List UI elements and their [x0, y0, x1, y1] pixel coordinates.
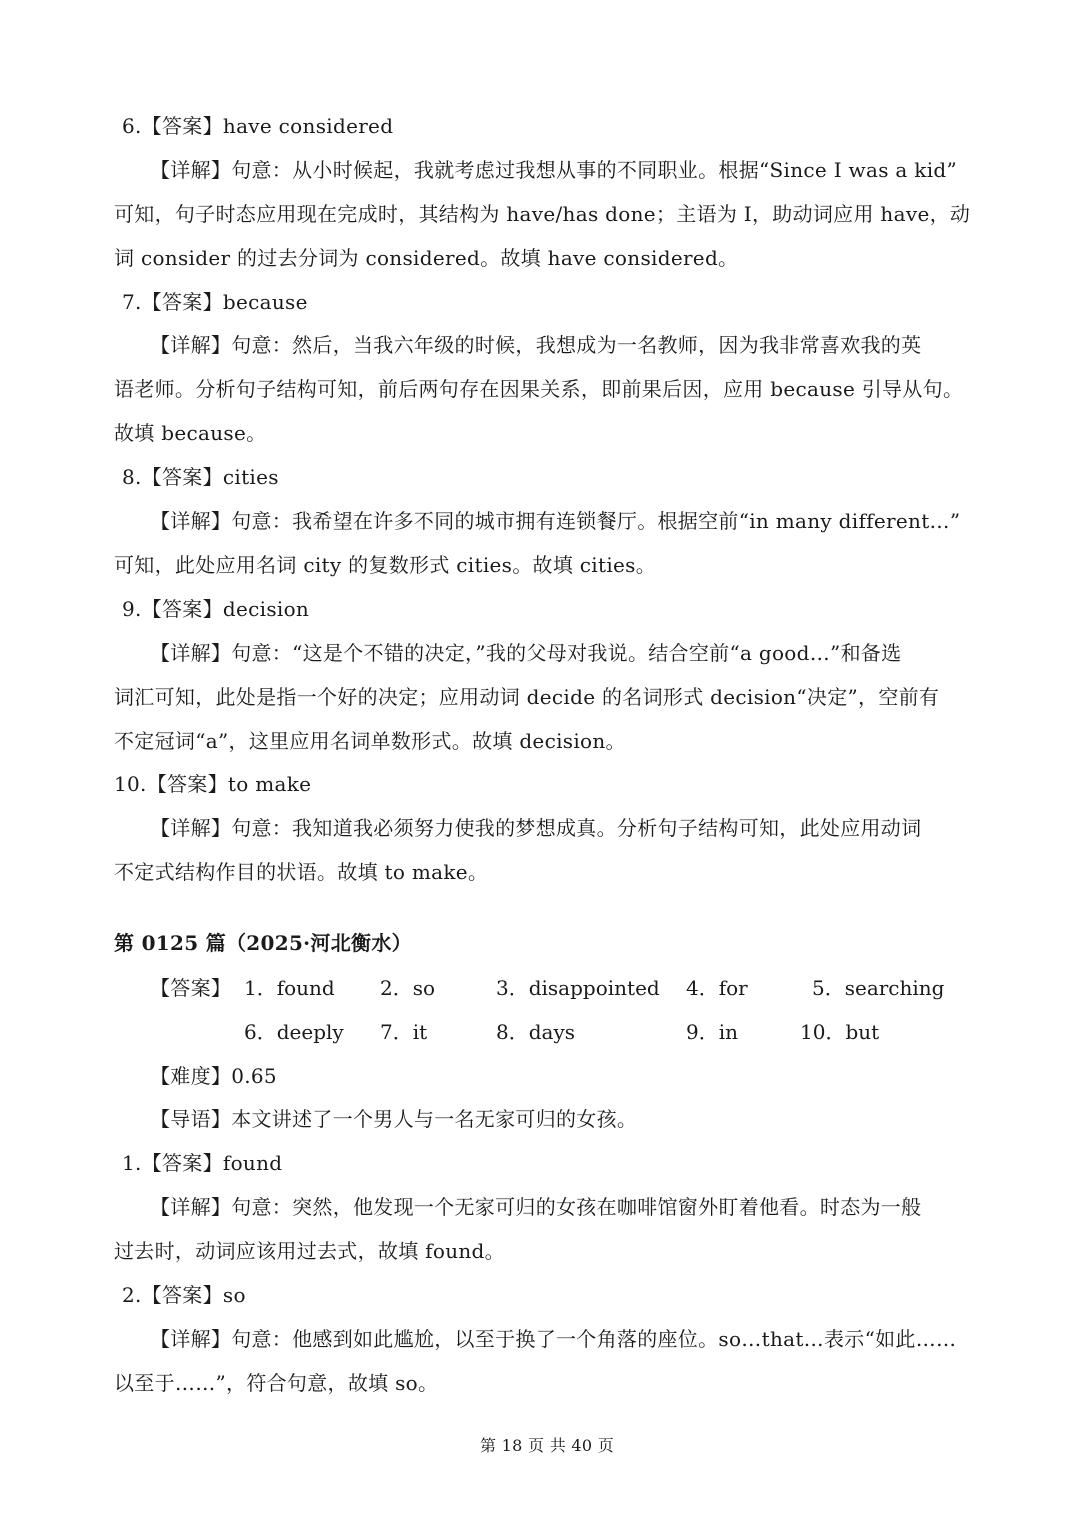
- text-line: 【详解】句意：“这是个不错的决定，”我的父母对我说。结合空前“a good…”和备选: [150, 641, 902, 665]
- text-line: 【详解】句意：我知道我必须努力使我的梦想成真。分析句子结构可知，此处应用动词: [150, 816, 922, 840]
- page-footer: 第 18 页 共 40 页: [480, 1436, 615, 1455]
- section-title: 第 0125 篇（2025·河北衡水）: [114, 931, 412, 955]
- text-line: 以至于……”，符合句意，故填 so。: [114, 1371, 439, 1395]
- text-line: 可知，此处应用名词 city 的复数形式 cities。故填 cities。: [114, 553, 657, 577]
- answer-label: 【答案】: [150, 976, 232, 1000]
- text-line: 8.【答案】cities: [122, 465, 279, 489]
- text-line: 9.【答案】decision: [122, 597, 310, 621]
- answer-item: 4．for: [686, 976, 748, 1000]
- answer-item: 9．in: [686, 1020, 739, 1044]
- text-line: 【详解】句意：他感到如此尴尬，以至于换了一个角落的座位。so…that…表示“如此……: [150, 1327, 957, 1351]
- answer-item: 5．searching: [812, 976, 945, 1000]
- answer-item: 3．disappointed: [496, 976, 660, 1000]
- text-line: 【详解】句意：我希望在许多不同的城市拥有连锁餐厅。根据空前“in many different…”: [150, 509, 961, 533]
- answer-item: 2．so: [380, 976, 436, 1000]
- answer-item: 7．it: [380, 1020, 428, 1044]
- text-line: 7.【答案】because: [122, 290, 308, 314]
- text-line: 1.【答案】found: [122, 1151, 283, 1175]
- text-line: 词汇可知，此处是指一个好的决定；应用动词 decide 的名词形式 decision“决定”，空前有: [114, 685, 940, 709]
- text-line: 过去时，动词应该用过去式，故填 found。: [114, 1239, 505, 1263]
- text-line: 语老师。分析句子结构可知，前后两句存在因果关系，即前果后因，应用 because 引导从句。: [114, 377, 964, 401]
- text-line: 【详解】句意：然后，当我六年级的时候，我想成为一名教师，因为我非常喜欢我的英: [150, 333, 922, 357]
- text-line: 2.【答案】so: [122, 1283, 246, 1307]
- answer-item: 1．found: [244, 976, 335, 1000]
- difficulty-line: 【难度】0.65: [150, 1064, 277, 1088]
- answer-item: 8．days: [496, 1020, 576, 1044]
- text-line: 6.【答案】have considered: [122, 114, 394, 138]
- text-line: 【详解】句意：突然，他发现一个无家可归的女孩在咖啡馆窗外盯着他看。时态为一般: [150, 1195, 922, 1219]
- text-line: 故填 because。: [114, 421, 267, 445]
- text-line: 词 consider 的过去分词为 considered。故填 have considered。: [114, 246, 739, 270]
- text-line: 【详解】句意：从小时候起，我就考虑过我想从事的不同职业。根据“Since I was a kid”: [150, 158, 958, 182]
- text-line: 不定式结构作目的状语。故填 to make。: [114, 860, 489, 884]
- answer-item: 6．deeply: [244, 1020, 344, 1044]
- answer-item: 10．but: [800, 1020, 880, 1044]
- intro-line: 【导语】本文讲述了一个男人与一名无家可归的女孩。: [150, 1107, 638, 1131]
- text-line: 可知，句子时态应用现在完成时，其结构为 have/has done；主语为 I，助动词应用 have，动: [114, 202, 971, 226]
- text-line: 不定冠词“a”，这里应用名词单数形式。故填 decision。: [114, 729, 626, 753]
- text-line: 10.【答案】to make: [114, 772, 312, 796]
